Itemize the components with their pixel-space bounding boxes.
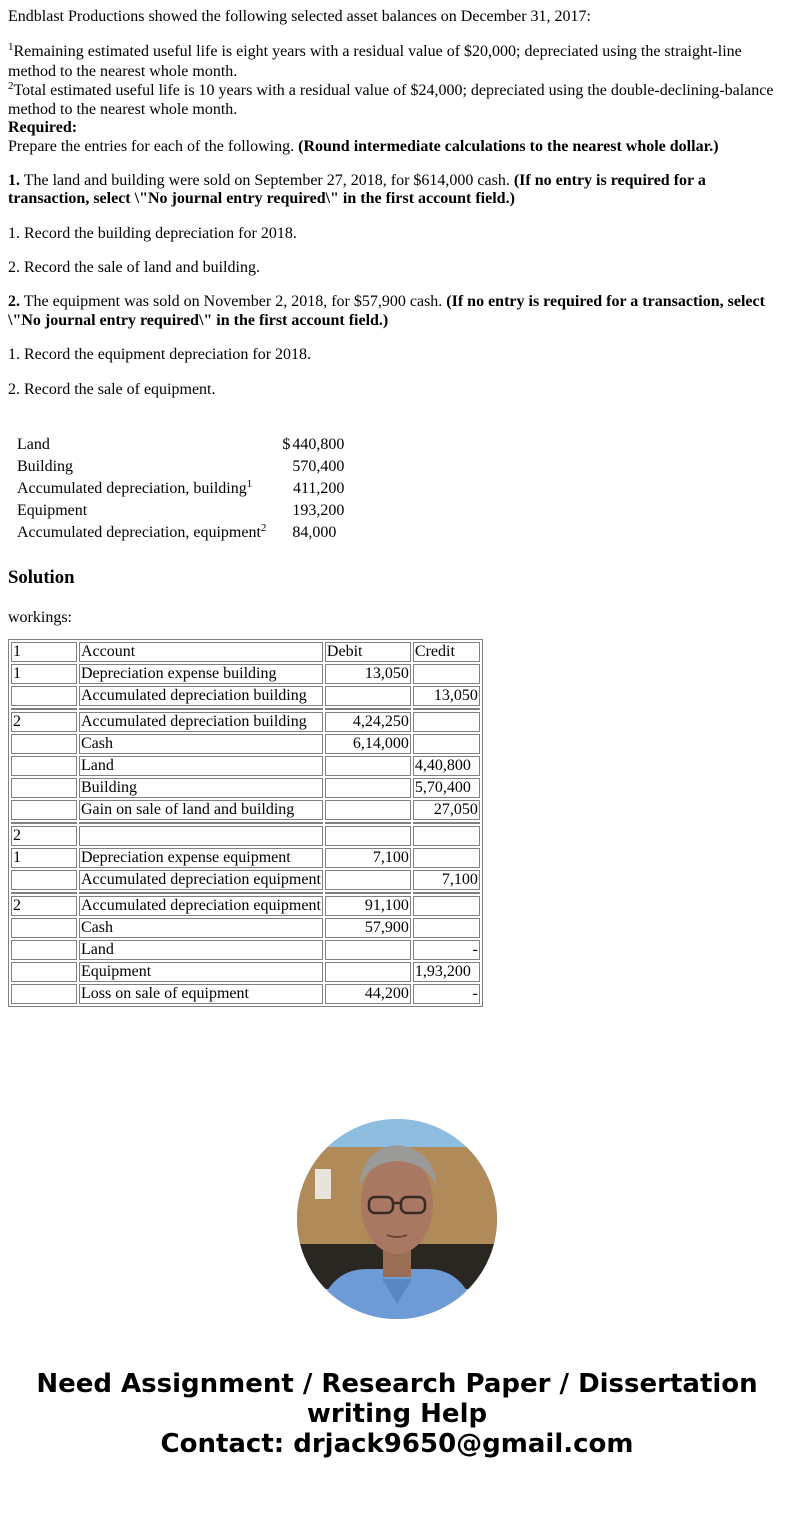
debit-cell xyxy=(325,686,411,706)
journal-header-row xyxy=(11,642,480,662)
journal-row xyxy=(11,918,480,938)
separator-cell xyxy=(325,708,411,710)
journal-row xyxy=(11,712,480,732)
account-cell: Cash xyxy=(79,918,323,938)
journal-row xyxy=(11,686,480,706)
balances-table xyxy=(14,433,347,545)
promo-banner xyxy=(8,1369,786,1459)
account-cell: Depreciation expense building xyxy=(79,664,323,684)
debit-cell xyxy=(325,940,411,960)
required-text: Prepare the entries for each of the following. (Round intermediate calculations to the nearest whole dollar.) xyxy=(8,137,719,155)
entry-no: 1 xyxy=(11,664,77,684)
balance-label: Equipment xyxy=(17,502,88,520)
balance-row xyxy=(16,457,345,477)
balance-row xyxy=(16,501,345,521)
entry-no xyxy=(11,800,77,820)
journal-row xyxy=(11,870,480,890)
balance-amount: 84,000 xyxy=(292,524,337,542)
separator-cell xyxy=(325,892,411,894)
entry-no xyxy=(11,778,77,798)
balance-label: Accumulated depreciation, equipment$^2$ xyxy=(17,522,267,542)
separator-row xyxy=(11,892,480,894)
journal-table xyxy=(8,639,483,1007)
credit-cell: 7,100 xyxy=(413,870,480,890)
required-section xyxy=(8,119,786,156)
debit-cell: 44,200 xyxy=(325,984,411,1004)
entry-no xyxy=(11,870,77,890)
credit-cell: 13,050 xyxy=(413,686,480,706)
separator-cell xyxy=(11,822,77,824)
balance-label: Land xyxy=(17,436,50,454)
separator-cell xyxy=(79,708,323,710)
header-credit: Credit xyxy=(413,642,480,662)
journal-row xyxy=(11,848,480,868)
journal-row xyxy=(11,962,480,982)
entry-no xyxy=(11,984,77,1004)
account-cell: Equipment xyxy=(79,962,323,982)
balance-label: Building xyxy=(17,458,74,476)
balance-amount: 570,400 xyxy=(292,458,345,476)
separator-row xyxy=(11,822,480,824)
credit-cell: 5,70,400 xyxy=(413,778,480,798)
balance-amount: 440,800 xyxy=(292,436,345,454)
debit-cell xyxy=(325,778,411,798)
balance-currency xyxy=(280,523,290,543)
balance-amount: 411,200 xyxy=(293,480,345,498)
debit-cell: 6,14,000 xyxy=(325,734,411,754)
separator-cell xyxy=(11,892,77,894)
footnote-mark: 1 xyxy=(8,41,14,54)
journal-row xyxy=(11,896,480,916)
debit-cell: 57,900 xyxy=(325,918,411,938)
debit-cell xyxy=(325,826,411,846)
credit-cell xyxy=(413,734,480,754)
required-heading: Required: xyxy=(8,119,78,137)
separator-cell xyxy=(413,892,480,894)
entry-no: 2 xyxy=(11,896,77,916)
entry-no xyxy=(11,962,77,982)
account-cell: Cash xyxy=(79,734,323,754)
author-photo xyxy=(297,1119,497,1319)
entry-no: 2 xyxy=(11,826,77,846)
debit-cell: 7,100 xyxy=(325,848,411,868)
entry-no xyxy=(11,756,77,776)
question-2-step-2: 2. Record the sale of equipment. xyxy=(8,380,216,398)
entry-no xyxy=(11,686,77,706)
entry-no: 1 xyxy=(11,848,77,868)
account-cell: Land xyxy=(79,756,323,776)
balance-currency xyxy=(280,501,290,521)
author-portrait-icon xyxy=(297,1119,497,1319)
promo-contact: Contact: drjack9650@gmail.com xyxy=(160,1428,634,1459)
credit-cell xyxy=(413,712,480,732)
journal-row xyxy=(11,800,480,820)
journal-row xyxy=(11,778,480,798)
debit-cell xyxy=(325,962,411,982)
credit-cell: - xyxy=(413,940,480,960)
account-cell: Accumulated depreciation equipment xyxy=(81,896,321,914)
account-cell: Building xyxy=(79,778,323,798)
intro-text: Endblast Productions showed the following selected asset balances on December 31, 2017: xyxy=(8,8,591,25)
debit-cell xyxy=(325,756,411,776)
credit-cell: 1,93,200 xyxy=(413,962,480,982)
account-cell: Gain on sale of land and building xyxy=(79,800,323,820)
footnote-mark: 2 xyxy=(8,79,14,92)
question-2-step-1: 1. Record the equipment depreciation for 2018. xyxy=(8,346,312,364)
balance-currency: $ xyxy=(282,436,291,454)
debit-cell: 4,24,250 xyxy=(325,712,411,732)
balance-currency xyxy=(280,479,290,499)
entry-no: 2 xyxy=(11,712,77,732)
separator-row xyxy=(11,708,480,710)
footnote-2: $^2$Total estimated useful life is 10 years with a residual value of $24,000; depreciated using the double-declining-balance method to the nearest whole month. xyxy=(8,79,774,118)
account-cell: Loss on sale of equipment xyxy=(79,984,323,1004)
account-cell xyxy=(79,826,323,846)
separator-cell xyxy=(413,708,480,710)
credit-cell xyxy=(413,826,480,846)
header-no: 1 xyxy=(11,642,77,662)
balance-row xyxy=(16,523,345,543)
entry-no xyxy=(11,918,77,938)
journal-row xyxy=(11,826,480,846)
separator-cell xyxy=(325,822,411,824)
separator-cell xyxy=(11,708,77,710)
debit-cell: 91,100 xyxy=(325,896,411,916)
question-2: 2. The equipment was sold on November 2, 2018, for $57,900 cash. (If no entry is required for a transaction, select \"No journal entry required\" in the first account field.) xyxy=(8,293,765,329)
balance-row xyxy=(16,435,345,455)
debit-cell xyxy=(325,870,411,890)
solution-heading: Solution xyxy=(8,567,75,589)
balance-label: Accumulated depreciation, building$^1$ xyxy=(17,478,253,498)
account-cell: Depreciation expense equipment xyxy=(79,848,323,868)
journal-row xyxy=(11,664,480,684)
account-cell: Accumulated depreciation building xyxy=(79,686,323,706)
entry-no xyxy=(11,940,77,960)
journal-row xyxy=(11,984,480,1004)
separator-cell xyxy=(79,822,323,824)
journal-row xyxy=(11,734,480,754)
journal-row xyxy=(11,756,480,776)
balance-row xyxy=(16,479,345,499)
credit-cell: - xyxy=(413,984,480,1004)
account-cell: Accumulated depreciation building xyxy=(79,712,323,732)
separator-cell xyxy=(79,892,323,894)
debit-cell xyxy=(325,800,411,820)
question-1-step-2: 2. Record the sale of land and building. xyxy=(8,259,260,277)
workings-label: workings: xyxy=(8,608,72,626)
credit-cell: 4,40,800 xyxy=(413,756,480,776)
header-account: Account xyxy=(79,642,323,662)
author-photo-wrap xyxy=(8,1119,786,1319)
credit-cell xyxy=(413,896,480,916)
header-debit: Debit xyxy=(325,642,411,662)
credit-cell xyxy=(413,848,480,868)
credit-cell xyxy=(413,664,480,684)
balance-amount: 193,200 xyxy=(292,502,345,520)
question-1: 1. The land and building were sold on September 27, 2018, for $614,000 cash. (If no entry is required for a transaction, select \"No journal entry required\" in the first account field.) xyxy=(8,171,706,208)
entry-no xyxy=(11,734,77,754)
separator-cell xyxy=(413,822,480,824)
journal-row xyxy=(11,940,480,960)
question-1-step-1: 1. Record the building depreciation for 2018. xyxy=(8,224,297,242)
credit-cell xyxy=(413,918,480,938)
account-cell: Land xyxy=(79,940,323,960)
debit-cell: 13,050 xyxy=(325,664,411,684)
account-cell: Accumulated depreciation equipment xyxy=(81,870,321,888)
balance-currency xyxy=(280,457,290,477)
footnote-1: $^1$Remaining estimated useful life is eight years with a residual value of $20,000; depreciated using the straight-line method to the nearest whole month. xyxy=(8,41,742,80)
credit-cell: 27,050 xyxy=(413,800,480,820)
promo-line-1: Need Assignment / Research Paper / Dissertation writing Help xyxy=(36,1368,758,1429)
